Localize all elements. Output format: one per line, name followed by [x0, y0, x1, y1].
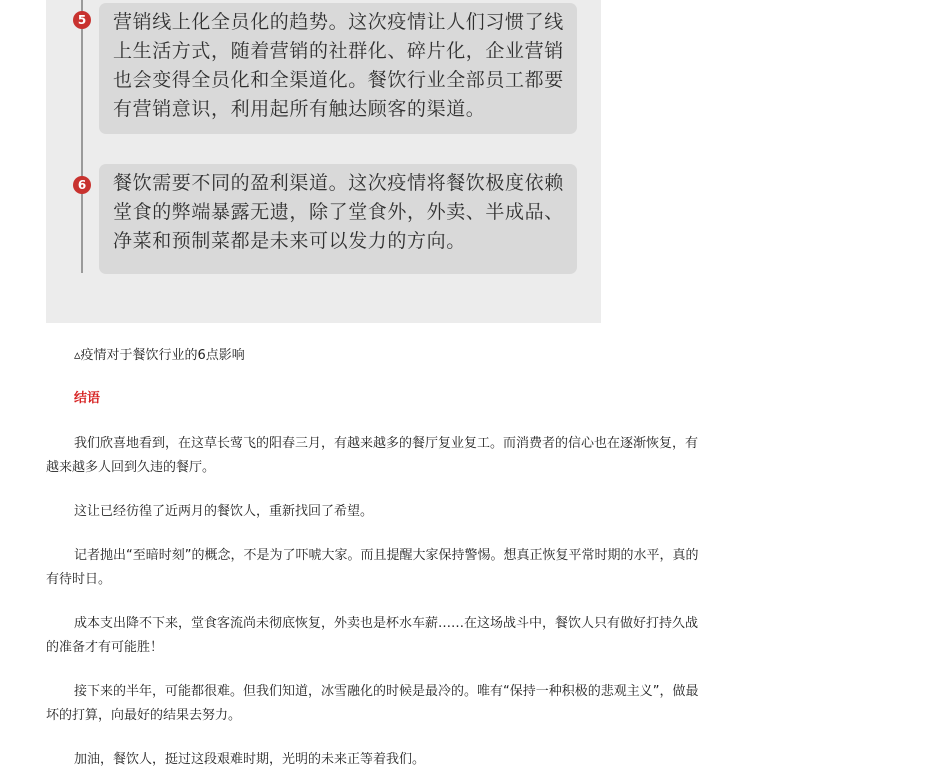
infographic-image: [46, 0, 601, 323]
paragraph-6: 加油，餐饮人，挺过这段艰难时期，光明的未来正等着我们。: [74, 752, 426, 767]
item-6-card: 餐饮需要不同的盈利渠道。这次疫情将餐饮极度依赖堂食的弊端暴露无遗，除了堂食外，外卖、半成品、净菜和预制菜都是未来可以发力的方向。: [99, 164, 577, 274]
paragraph-2: 这让已经彷徨了近两月的餐饮人，重新找回了希望。: [74, 504, 374, 519]
timeline-line: [81, 0, 83, 273]
paragraph-4: 成本支出降不下来，堂食客流尚未彻底恢复，外卖也是杯水车薪……在这场战斗中，餐饮人只有做好打持久战的准备才有可能胜！: [46, 616, 699, 655]
paragraph-3: 记者抛出“至暗时刻”的概念，不是为了吓唬大家。而且提醒大家保持警惕。想真正恢复平常时期的水平，真的有待时日。: [46, 548, 699, 587]
paragraph-5: 接下来的半年，可能都很难。但我们知道，冰雪融化的时候是最冷的。唯有“保持一种积极的悲观主义”，做最坏的打算，向最好的结果去努力。: [46, 684, 699, 723]
item-5-marker: 5: [73, 11, 91, 29]
section-heading: 结语: [74, 391, 101, 406]
item-5-card: 营销线上化全员化的趋势。这次疫情让人们习惯了线上生活方式，随着营销的社群化、碎片化，企业营销也会变得全员化和全渠道化。餐饮行业全部员工都要有营销意识，利用起所有触达顾客的渠道。: [99, 3, 577, 134]
item-6-marker: 6: [73, 176, 91, 194]
image-caption: ▵疫情对于餐饮行业的6点影响: [74, 348, 245, 363]
paragraph-1: 我们欣喜地看到，在这草长莺飞的阳春三月，有越来越多的餐厅复业复工。而消费者的信心也在逐渐恢复，有越来越多人回到久违的餐厅。: [46, 436, 699, 475]
